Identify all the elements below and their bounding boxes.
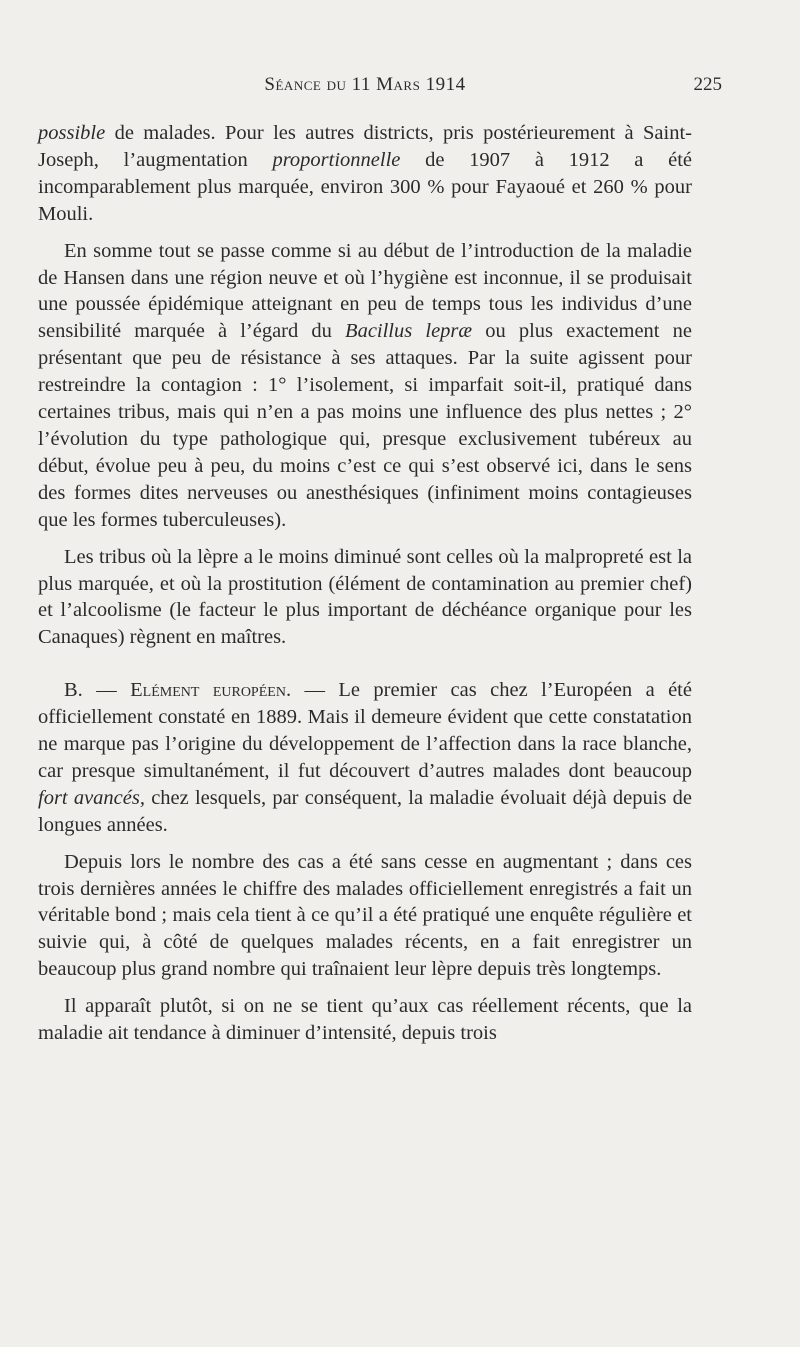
paragraph: [38, 677, 692, 838]
running-title: Séance du 11 Mars 1914: [264, 74, 466, 95]
paragraph: [38, 993, 692, 1047]
text-run: . — Le premier cas chez l’Européen a été officiellement constaté en 1889. Mais il demeure évident que cette constatation ne marque pas l’origine du développement de l’affection dans la race blanche, car presque simultanément, il fut découvert d’autres malades dont beaucoup: [38, 679, 692, 782]
running-head: [38, 74, 722, 98]
italic-text: proportionnelle: [272, 148, 401, 171]
text-run: Les tribus où la lèpre a le moins diminué sont celles où la malpropreté est la plus marquée, et où la prostitution (élément de contamination au premier chef) et l’alcoolisme (le facteur le plus important de déchéance organique pour les Canaques) règnent en maîtres.: [38, 545, 692, 649]
text-run: de 1907 à 1912 a été incomparablement plus marquée, environ 300 % pour Fayaoué et 260 % pour Mouli.: [38, 148, 692, 225]
paragraph: [38, 544, 692, 652]
text-run: B. —: [64, 679, 131, 702]
italic-text: fort avancés,: [38, 786, 145, 809]
text-run: chez lesquels, par conséquent, la maladie évoluait déjà depuis de longues années.: [38, 786, 692, 836]
paragraph: [38, 849, 692, 984]
italic-text: possible: [38, 122, 106, 144]
text-run: ou plus exactement ne présentant que peu de résistance à ses attaques. Par la suite agissent pour restreindre la contagion : 1° l’isolement, si imparfait soit-il, pratiqué dans certaines tribus, mais qui n’en a pas moins une influence des plus nettes ; 2° l’évolution du type pathologique qui, presque exclusivement tubéreux au début, évolue peu à peu, du moins c’est ce qui s’est observé ici, dans le sens des formes dites nerveuses ou anesthésiques (infiniment moins contagieuses que les formes tuberculeuses).: [38, 320, 692, 531]
italic-text: Bacillus lepræ: [345, 320, 473, 343]
text-run: En somme tout se passe comme si au début de l’introduction de la maladie de Hansen dans une région neuve et où l’hygiène est inconnue, il se produisait une poussée épidémique atteignant en peu de temps tous les individus d’une sensibilité marquée à l’égard du: [38, 239, 692, 343]
page-number: 225: [693, 74, 722, 95]
paragraph: [38, 120, 692, 228]
text-run: Il apparaît plutôt, si on ne se tient qu’aux cas réellement récents, que la maladie ait tendance à diminuer d’intensité, depuis trois: [38, 995, 692, 1045]
paragraph: [38, 238, 692, 534]
text-run: de malades. Pour les autres districts, pris postérieurement à Saint-Joseph, l’augmentation: [38, 122, 692, 171]
section-heading: Elément européen: [130, 679, 286, 702]
text-run: Depuis lors le nombre des cas a été sans cesse en augmentant ; dans ces trois dernières années le chiffre des malades officiellement enregistrés a fait un véritable bond ; mais cela tient à ce qu’il a été pratiqué une enquête régulière et suivie qui, à côté de quelques malades récents, en a fait enregistrer un beaucoup plus grand nombre qui traînaient leur lèpre depuis très longtemps.: [38, 850, 692, 981]
body-text: [38, 120, 692, 1057]
